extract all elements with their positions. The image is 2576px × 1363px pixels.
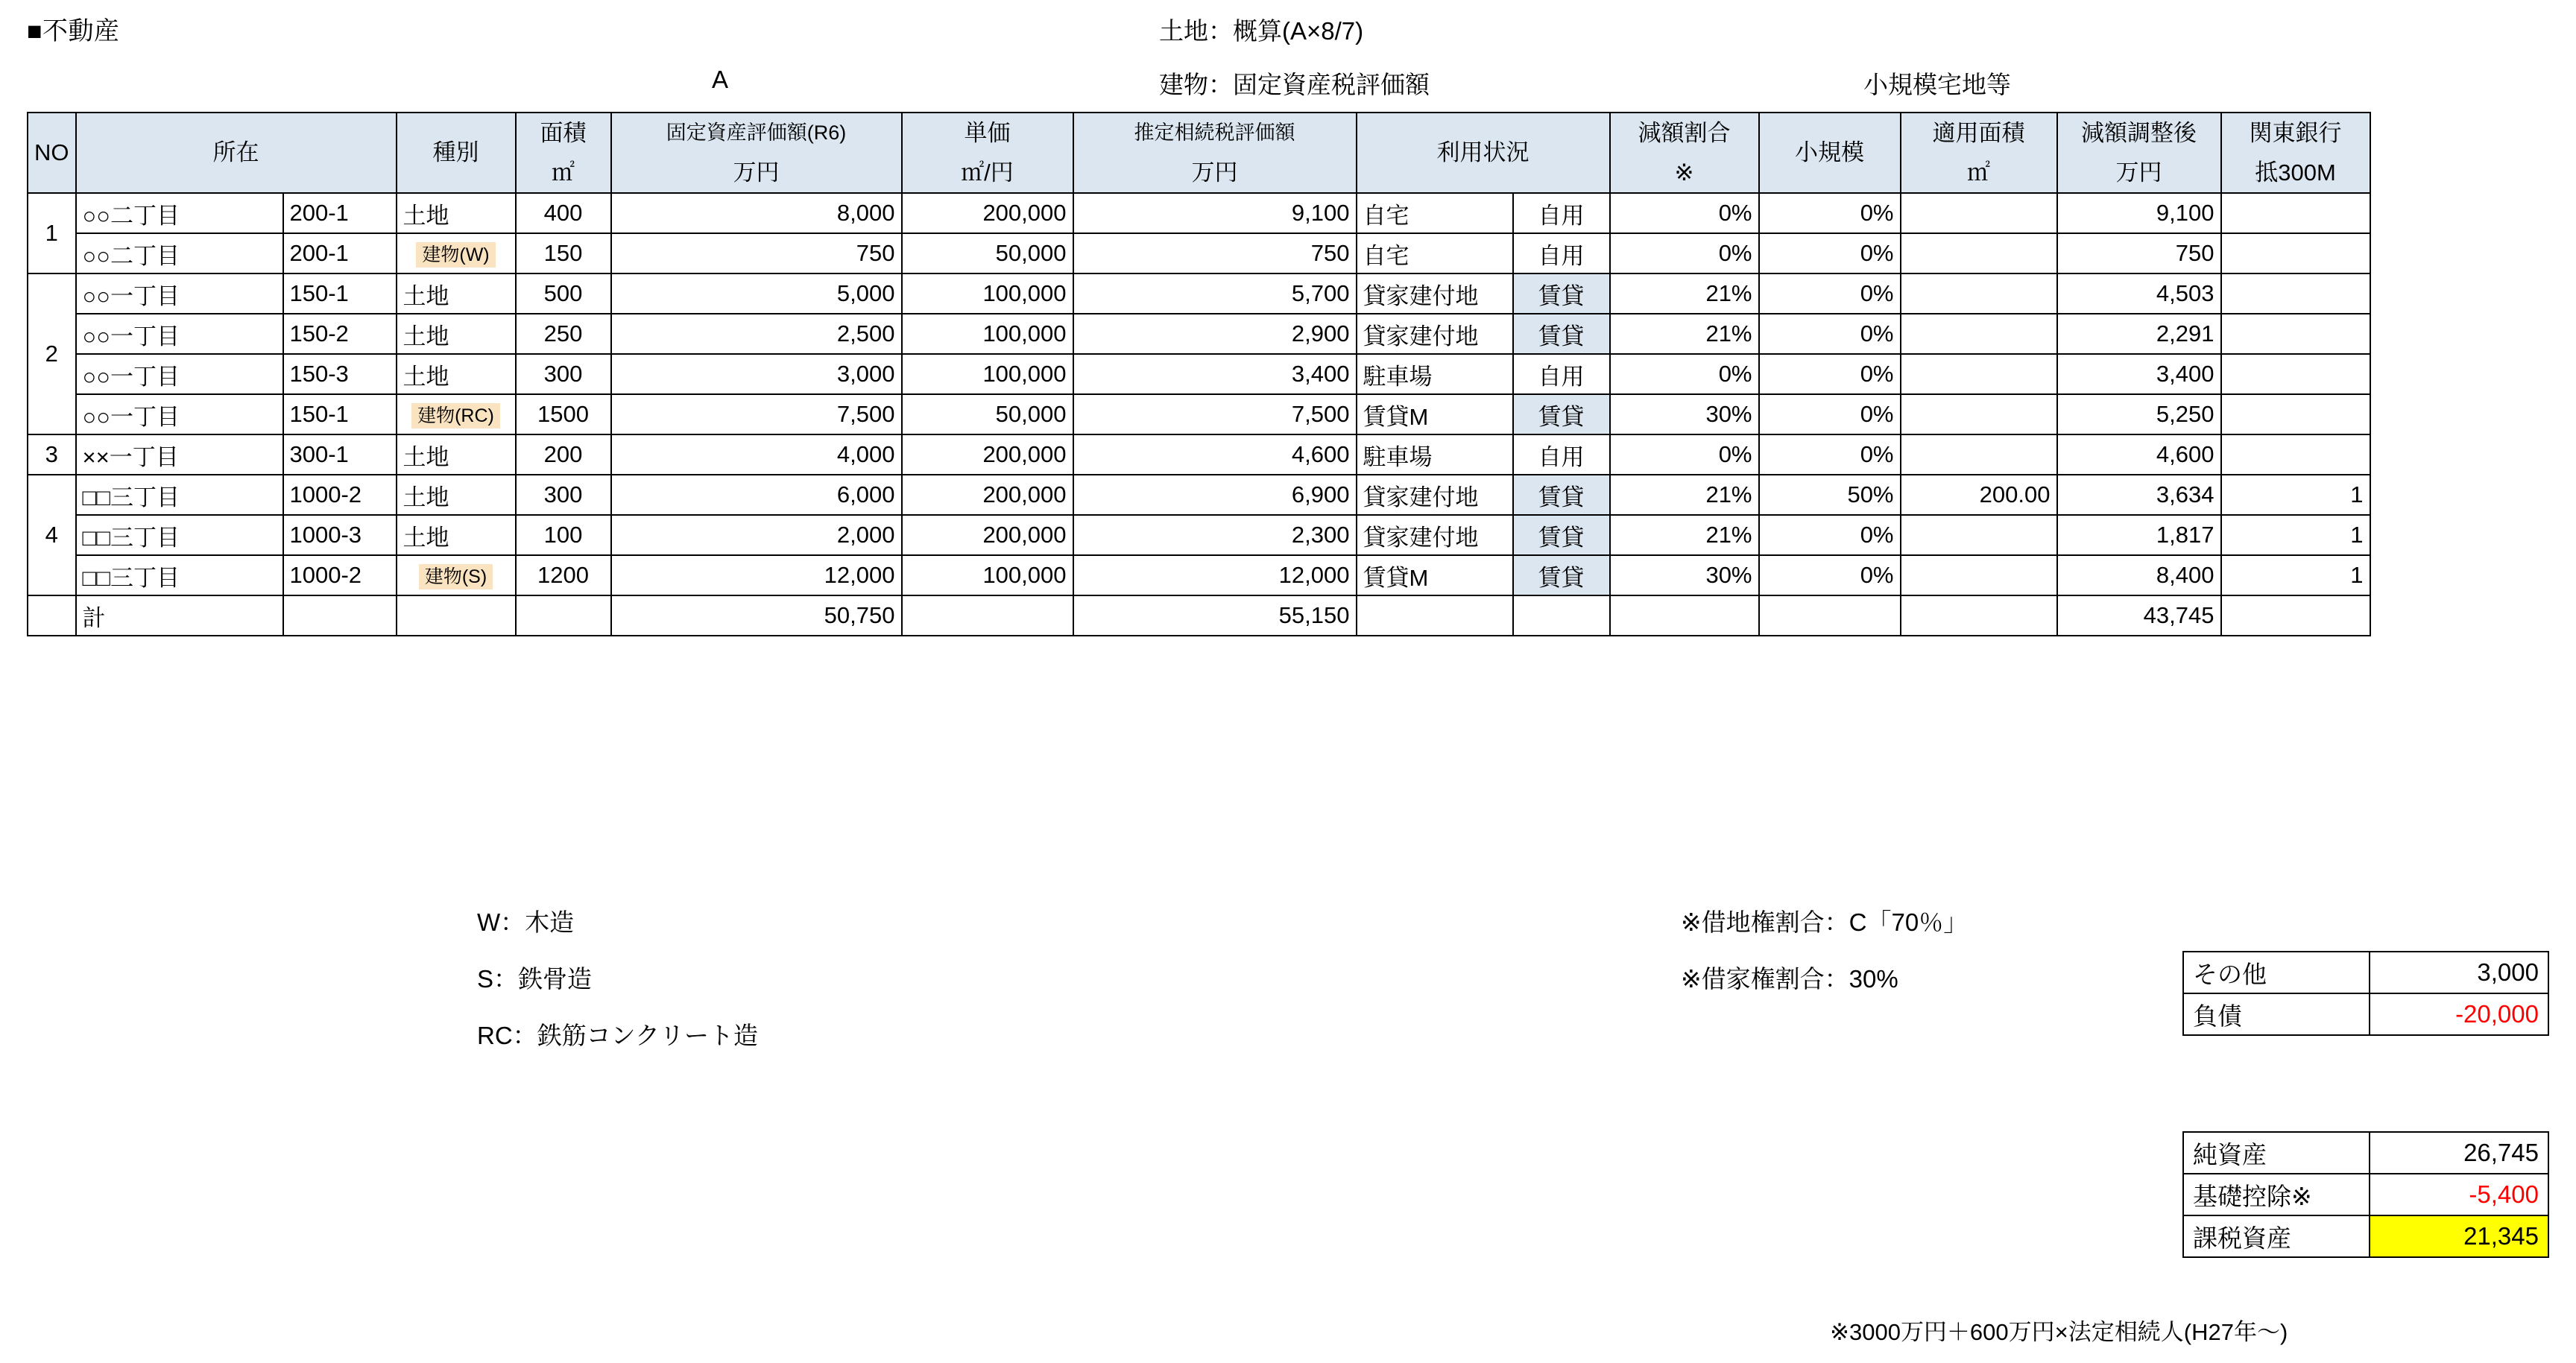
cell-type xyxy=(397,233,516,273)
cell-fixed-value: 750 xyxy=(611,233,902,273)
cell-small: 0% xyxy=(1759,193,1901,233)
cell-lot: 150-2 xyxy=(283,314,397,354)
other-liability-row xyxy=(2183,993,2548,1035)
net-asset-value: 21,345 xyxy=(2370,1215,2548,1257)
cell-type: 土地 xyxy=(397,314,516,354)
cell-location: ○○一丁目 xyxy=(76,354,283,394)
net-asset-label: 純資産 xyxy=(2183,1132,2370,1174)
cell-estimate: 9,100 xyxy=(1073,193,1357,233)
cell-lot: 150-1 xyxy=(283,394,397,434)
legend-steel: S：鉄骨造 xyxy=(477,965,593,993)
col-area: 面積 xyxy=(516,113,611,153)
cell-usage-detail: 賃貸 xyxy=(1513,515,1610,555)
cell-after: 3,400 xyxy=(2057,354,2221,394)
cell-unit-price: 100,000 xyxy=(902,314,1073,354)
col-area-unit: ㎡ xyxy=(516,153,611,193)
cell-fixed-value: 3,000 xyxy=(611,354,902,394)
other-liability-value: -20,000 xyxy=(2370,993,2548,1035)
cell-bank xyxy=(2221,193,2370,233)
col-after-unit: 万円 xyxy=(2057,153,2221,193)
cell-area: 250 xyxy=(516,314,611,354)
total-label: 計 xyxy=(76,595,283,636)
net-asset-value: -5,400 xyxy=(2370,1174,2548,1215)
cell-unit-price: 100,000 xyxy=(902,354,1073,394)
total-unit-price xyxy=(902,595,1073,636)
cell-lot: 150-3 xyxy=(283,354,397,394)
cell-unit-price: 50,000 xyxy=(902,233,1073,273)
table-body xyxy=(28,193,2370,636)
col-type: 種別 xyxy=(397,113,516,193)
cell-no: 2 xyxy=(28,273,76,434)
cell-after: 4,503 xyxy=(2057,273,2221,314)
cell-type: 土地 xyxy=(397,354,516,394)
cell-fixed-value: 12,000 xyxy=(611,555,902,595)
cell-estimate: 12,000 xyxy=(1073,555,1357,595)
cell-applied-area xyxy=(1901,273,2057,314)
cell-small: 0% xyxy=(1759,354,1901,394)
cell-estimate: 3,400 xyxy=(1073,354,1357,394)
cell-usage-detail: 賃貸 xyxy=(1513,475,1610,515)
label-a-mark: A xyxy=(712,66,729,93)
total-no xyxy=(28,595,76,636)
cell-fixed-value: 2,500 xyxy=(611,314,902,354)
cell-usage: 自宅 xyxy=(1357,193,1513,233)
cell-estimate: 750 xyxy=(1073,233,1357,273)
cell-unit-price: 200,000 xyxy=(902,475,1073,515)
cell-location: ××一丁目 xyxy=(76,434,283,475)
cell-reduction: 0% xyxy=(1610,434,1759,475)
building-type-tag: 建物(S) xyxy=(419,564,493,589)
cell-usage: 賃貸M xyxy=(1357,394,1513,434)
label-small-land: 小規模宅地等 xyxy=(1863,71,2011,98)
cell-unit-price: 200,000 xyxy=(902,193,1073,233)
table-row xyxy=(28,233,2370,273)
cell-reduction: 21% xyxy=(1610,515,1759,555)
legend-rc: RC：鉄筋コンクリート造 xyxy=(477,1022,759,1049)
col-applied-area-unit: ㎡ xyxy=(1901,153,2057,193)
building-type-tag: 建物(W) xyxy=(416,242,495,268)
cell-applied-area xyxy=(1901,394,2057,434)
legend-tenancy-ratio: ※借家権割合：30% xyxy=(1681,965,1898,993)
cell-applied-area xyxy=(1901,233,2057,273)
cell-usage-detail: 賃貸 xyxy=(1513,555,1610,595)
cell-unit-price: 100,000 xyxy=(902,273,1073,314)
net-asset-label: 課税資産 xyxy=(2183,1215,2370,1257)
cell-type: 土地 xyxy=(397,475,516,515)
cell-bank xyxy=(2221,273,2370,314)
cell-location: □□三丁目 xyxy=(76,475,283,515)
cell-applied-area xyxy=(1901,555,2057,595)
cell-type xyxy=(397,555,516,595)
cell-usage-detail: 賃貸 xyxy=(1513,394,1610,434)
footnote-basic-deduction: ※3000万円＋600万円×法定相続人(H27年～) xyxy=(1830,1319,2288,1345)
col-bank-note: 抵300M xyxy=(2221,153,2370,193)
cell-reduction: 21% xyxy=(1610,273,1759,314)
total-type xyxy=(397,595,516,636)
cell-usage-detail: 自用 xyxy=(1513,233,1610,273)
cell-lot: 1000-3 xyxy=(283,515,397,555)
cell-lot: 200-1 xyxy=(283,233,397,273)
cell-area: 1500 xyxy=(516,394,611,434)
cell-bank xyxy=(2221,394,2370,434)
total-estimate: 55,150 xyxy=(1073,595,1357,636)
cell-applied-area xyxy=(1901,354,2057,394)
cell-location: ○○二丁目 xyxy=(76,193,283,233)
col-fixed-value-unit: 万円 xyxy=(611,153,902,193)
cell-location: ○○一丁目 xyxy=(76,314,283,354)
cell-area: 1200 xyxy=(516,555,611,595)
cell-small: 0% xyxy=(1759,233,1901,273)
cell-location: ○○二丁目 xyxy=(76,233,283,273)
net-asset-row xyxy=(2183,1215,2548,1257)
cell-area: 500 xyxy=(516,273,611,314)
table-row xyxy=(28,354,2370,394)
table-total-row xyxy=(28,595,2370,636)
col-no: NO xyxy=(28,113,76,193)
cell-after: 4,600 xyxy=(2057,434,2221,475)
cell-applied-area xyxy=(1901,193,2057,233)
col-applied-area: 適用面積 xyxy=(1901,113,2057,153)
cell-reduction: 21% xyxy=(1610,314,1759,354)
cell-after: 3,634 xyxy=(2057,475,2221,515)
cell-area: 300 xyxy=(516,475,611,515)
cell-fixed-value: 4,000 xyxy=(611,434,902,475)
cell-reduction: 0% xyxy=(1610,193,1759,233)
cell-lot: 300-1 xyxy=(283,434,397,475)
cell-after: 8,400 xyxy=(2057,555,2221,595)
table-row xyxy=(28,555,2370,595)
col-unit-price: 単価 xyxy=(902,113,1073,153)
cell-estimate: 7,500 xyxy=(1073,394,1357,434)
cell-area: 100 xyxy=(516,515,611,555)
cell-fixed-value: 6,000 xyxy=(611,475,902,515)
cell-small: 50% xyxy=(1759,475,1901,515)
cell-area: 300 xyxy=(516,354,611,394)
table-row xyxy=(28,394,2370,434)
col-fixed-value: 固定資産評価額(R6) xyxy=(611,113,902,153)
col-small: 小規模 xyxy=(1759,113,1901,193)
cell-after: 750 xyxy=(2057,233,2221,273)
cell-unit-price: 200,000 xyxy=(902,434,1073,475)
cell-fixed-value: 5,000 xyxy=(611,273,902,314)
cell-reduction: 30% xyxy=(1610,555,1759,595)
cell-usage: 駐車場 xyxy=(1357,354,1513,394)
cell-estimate: 5,700 xyxy=(1073,273,1357,314)
cell-after: 5,250 xyxy=(2057,394,2221,434)
total-usage-detail xyxy=(1513,595,1610,636)
cell-small: 0% xyxy=(1759,273,1901,314)
cell-type: 土地 xyxy=(397,193,516,233)
cell-small: 0% xyxy=(1759,314,1901,354)
cell-fixed-value: 2,000 xyxy=(611,515,902,555)
cell-fixed-value: 8,000 xyxy=(611,193,902,233)
total-fixed-value: 50,750 xyxy=(611,595,902,636)
cell-lot: 1000-2 xyxy=(283,555,397,595)
cell-area: 400 xyxy=(516,193,611,233)
cell-usage-detail: 賃貸 xyxy=(1513,273,1610,314)
cell-applied-area: 200.00 xyxy=(1901,475,2057,515)
cell-area: 150 xyxy=(516,233,611,273)
other-liability-label: その他 xyxy=(2183,952,2370,993)
total-applied-area xyxy=(1901,595,2057,636)
cell-estimate: 2,300 xyxy=(1073,515,1357,555)
legend-leasehold-ratio: ※借地権割合：C「70％」 xyxy=(1681,908,1969,936)
cell-usage-detail: 自用 xyxy=(1513,354,1610,394)
other-liability-label: 負債 xyxy=(2183,993,2370,1035)
net-asset-table xyxy=(2182,1131,2549,1258)
cell-bank xyxy=(2221,354,2370,394)
table-row xyxy=(28,434,2370,475)
col-usage: 利用状況 xyxy=(1357,113,1610,193)
cell-usage: 自宅 xyxy=(1357,233,1513,273)
cell-usage: 貸家建付地 xyxy=(1357,314,1513,354)
cell-small: 0% xyxy=(1759,394,1901,434)
cell-reduction: 30% xyxy=(1610,394,1759,434)
cell-small: 0% xyxy=(1759,555,1901,595)
cell-usage: 駐車場 xyxy=(1357,434,1513,475)
total-bank xyxy=(2221,595,2370,636)
cell-after: 2,291 xyxy=(2057,314,2221,354)
cell-type: 土地 xyxy=(397,434,516,475)
cell-usage-detail: 自用 xyxy=(1513,193,1610,233)
cell-reduction: 0% xyxy=(1610,233,1759,273)
net-asset-row xyxy=(2183,1174,2548,1215)
cell-bank: 1 xyxy=(2221,515,2370,555)
table-row xyxy=(28,475,2370,515)
cell-unit-price: 50,000 xyxy=(902,394,1073,434)
other-liability-row xyxy=(2183,952,2548,993)
total-reduction xyxy=(1610,595,1759,636)
total-after: 43,745 xyxy=(2057,595,2221,636)
label-building-note: 建物：固定資産税評価額 xyxy=(1159,71,1430,98)
cell-applied-area xyxy=(1901,515,2057,555)
cell-bank: 1 xyxy=(2221,475,2370,515)
cell-applied-area xyxy=(1901,314,2057,354)
col-unit-price-unit: ㎡/円 xyxy=(902,153,1073,193)
cell-fixed-value: 7,500 xyxy=(611,394,902,434)
cell-no: 1 xyxy=(28,193,76,273)
cell-usage-detail: 賃貸 xyxy=(1513,314,1610,354)
table-row xyxy=(28,193,2370,233)
table-header-row-top xyxy=(28,113,2370,153)
table-row xyxy=(28,273,2370,314)
cell-location: □□三丁目 xyxy=(76,555,283,595)
col-estimate-unit: 万円 xyxy=(1073,153,1357,193)
net-asset-label: 基礎控除※ xyxy=(2183,1174,2370,1215)
cell-bank: 1 xyxy=(2221,555,2370,595)
cell-usage: 貸家建付地 xyxy=(1357,515,1513,555)
legend-wood: W：木造 xyxy=(477,908,575,936)
cell-usage-detail: 自用 xyxy=(1513,434,1610,475)
cell-bank xyxy=(2221,314,2370,354)
total-area xyxy=(516,595,611,636)
cell-area: 200 xyxy=(516,434,611,475)
cell-lot: 200-1 xyxy=(283,193,397,233)
cell-unit-price: 200,000 xyxy=(902,515,1073,555)
page-title: ■不動産 xyxy=(27,17,120,45)
cell-location: ○○一丁目 xyxy=(76,273,283,314)
cell-bank xyxy=(2221,434,2370,475)
cell-reduction: 21% xyxy=(1610,475,1759,515)
cell-location: □□三丁目 xyxy=(76,515,283,555)
cell-small: 0% xyxy=(1759,434,1901,475)
cell-lot: 1000-2 xyxy=(283,475,397,515)
real-estate-table xyxy=(27,112,2371,636)
cell-no: 3 xyxy=(28,434,76,475)
col-reduction-note: ※ xyxy=(1610,153,1759,193)
other-liability-value: 3,000 xyxy=(2370,952,2548,993)
cell-estimate: 4,600 xyxy=(1073,434,1357,475)
col-location: 所在 xyxy=(76,113,397,193)
net-asset-value: 26,745 xyxy=(2370,1132,2548,1174)
cell-applied-area xyxy=(1901,434,2057,475)
cell-type: 土地 xyxy=(397,515,516,555)
cell-reduction: 0% xyxy=(1610,354,1759,394)
cell-small: 0% xyxy=(1759,515,1901,555)
col-estimate: 推定相続税評価額 xyxy=(1073,113,1357,153)
col-reduction: 減額割合 xyxy=(1610,113,1759,153)
table-row xyxy=(28,515,2370,555)
cell-estimate: 2,900 xyxy=(1073,314,1357,354)
total-lot xyxy=(283,595,397,636)
cell-no: 4 xyxy=(28,475,76,595)
cell-type: 土地 xyxy=(397,273,516,314)
cell-usage: 賃貸M xyxy=(1357,555,1513,595)
cell-after: 1,817 xyxy=(2057,515,2221,555)
other-liability-table xyxy=(2182,951,2549,1036)
cell-estimate: 6,900 xyxy=(1073,475,1357,515)
cell-bank xyxy=(2221,233,2370,273)
total-small xyxy=(1759,595,1901,636)
cell-usage: 貸家建付地 xyxy=(1357,475,1513,515)
net-asset-row xyxy=(2183,1132,2548,1174)
col-after: 減額調整後 xyxy=(2057,113,2221,153)
cell-unit-price: 100,000 xyxy=(902,555,1073,595)
cell-type xyxy=(397,394,516,434)
table-row xyxy=(28,314,2370,354)
label-land-note: 土地：概算(A×8/7) xyxy=(1159,17,1364,45)
col-bank: 関東銀行 xyxy=(2221,113,2370,153)
cell-after: 9,100 xyxy=(2057,193,2221,233)
building-type-tag: 建物(RC) xyxy=(411,403,500,428)
cell-location: ○○一丁目 xyxy=(76,394,283,434)
cell-lot: 150-1 xyxy=(283,273,397,314)
cell-usage: 貸家建付地 xyxy=(1357,273,1513,314)
total-usage xyxy=(1357,595,1513,636)
